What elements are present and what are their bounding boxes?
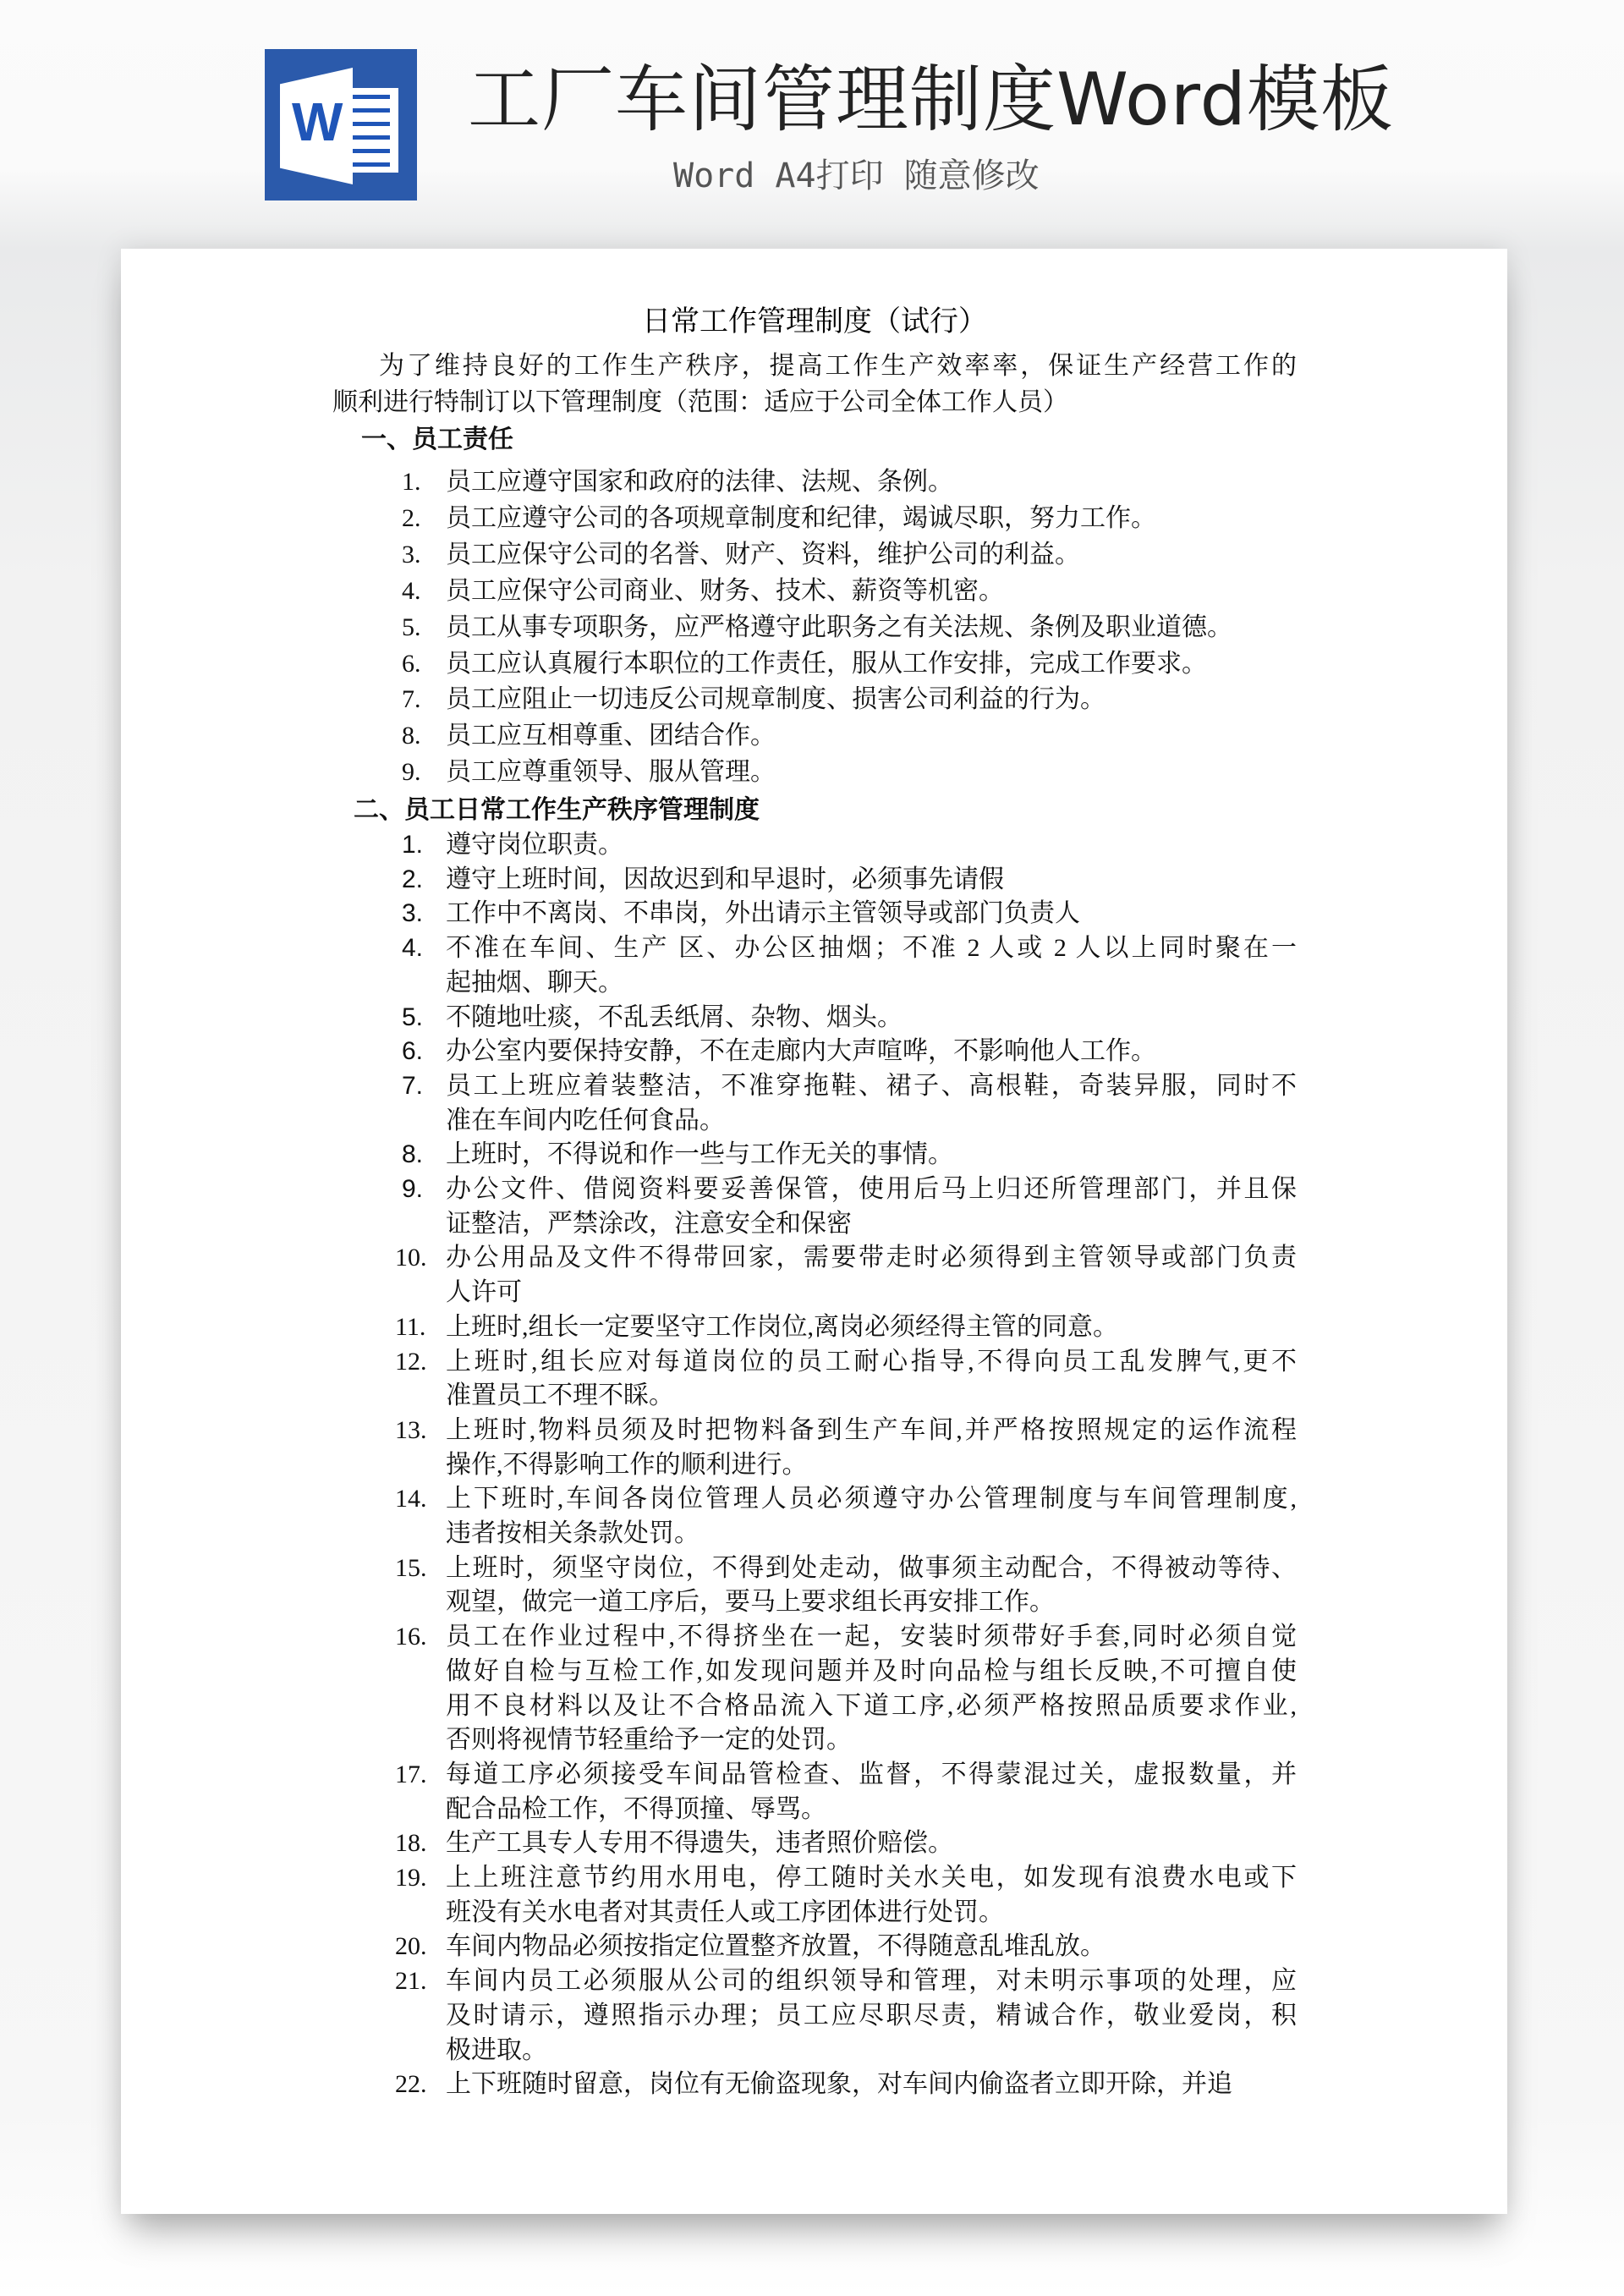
list-item-number: 2. xyxy=(402,865,424,893)
list-item-text: 班没有关水电者对其责任人或工序团体进行处罚。 xyxy=(446,1898,1004,1926)
word-icon-letter: W xyxy=(292,91,343,152)
list-item-text: 上下班随时留意，岗位有无偷盗现象，对车间内偷盗者立即开除，并追 xyxy=(446,2070,1232,2099)
list-item-text: 员工应保守公司商业、财务、技术、薪资等机密。 xyxy=(446,576,1004,605)
list-item-number: 4. xyxy=(402,576,421,605)
list-item-text: 观望，做完一道工序后，要马上要求组长再安排工作。 xyxy=(446,1588,1055,1617)
list-item-text: 员工应遵守国家和政府的法律、法规、条例。 xyxy=(446,468,953,496)
list-item-text: 人许可 xyxy=(446,1278,522,1307)
list-item-number: 9. xyxy=(402,1175,424,1203)
list-item-text: 上班时,组长一定要坚守工作岗位,离岗必须经得主管的同意。 xyxy=(446,1312,1118,1341)
list-item-text: 操作,不得影响工作的顺利进行。 xyxy=(446,1450,808,1479)
banner-title: 工厂车间管理制度Word模板 xyxy=(468,58,1395,142)
list-item-text: 上下班时,车间各岗位管理人员必须遵守办公管理制度与车间管理制度, xyxy=(446,1485,1297,1513)
list-item-number: 6. xyxy=(402,649,421,678)
list-item-text: 遵守岗位职责。 xyxy=(446,831,623,859)
list-item-number: 19. xyxy=(395,1864,427,1892)
list-item-text: 办公用品及文件不得带回家，需要带走时必须得到主管领导或部门负责 xyxy=(446,1244,1297,1272)
list-item-text: 员工上班应着装整洁，不准穿拖鞋、裙子、高根鞋，奇装异服，同时不 xyxy=(446,1071,1297,1100)
list-item-text: 上班时,组长应对每道岗位的员工耐心指导,不得向员工乱发脾气,更不 xyxy=(446,1347,1297,1376)
list-item-number: 18. xyxy=(395,1829,427,1858)
intro-line: 为了维持良好的工作生产秩序，提高工作生产效率率，保证生产经营工作的 xyxy=(379,352,1297,380)
list-item-text: 遵守上班时间，因故迟到和早退时，必须事先请假 xyxy=(446,865,1004,893)
list-item-number: 3. xyxy=(402,899,424,928)
list-item-text: 车间内物品必须按指定位置整齐放置，不得随意乱堆乱放。 xyxy=(446,1932,1106,1961)
list-item-number: 14. xyxy=(395,1485,427,1513)
list-item-text: 工作中不离岗、不串岗，外出请示主管领导或部门负责人 xyxy=(446,899,1080,928)
list-item-text: 生产工具专人专用不得遗失，违者照价赔偿。 xyxy=(446,1829,953,1858)
list-item-text: 上班时,物料员须及时把物料备到生产车间,并严格按照规定的运作流程 xyxy=(446,1415,1297,1444)
list-item-text: 配合品检工作，不得顶撞、辱骂。 xyxy=(446,1794,826,1823)
list-item-text: 不准在车间、生产 区、办公区抽烟；不准 2 人或 2 人以上同时聚在一 xyxy=(446,934,1297,963)
list-item-number: 6. xyxy=(402,1037,424,1066)
list-item-text: 不随地吐痰，不乱丢纸屑、杂物、烟头。 xyxy=(446,1002,903,1031)
list-item-text: 起抽烟、聊天。 xyxy=(446,968,623,997)
list-item-text: 员工在作业过程中,不得挤坐在一起，安装时须带好手套,同时必须自觉 xyxy=(446,1623,1297,1651)
list-item-text: 员工应尊重领导、服从管理。 xyxy=(446,758,776,787)
list-item-text: 员工应互相尊重、团结合作。 xyxy=(446,722,776,750)
list-item-number: 2. xyxy=(402,503,421,532)
list-item-number: 12. xyxy=(395,1347,427,1376)
list-item-number: 11. xyxy=(395,1312,426,1341)
list-item-text: 办公文件、借阅资料要妥善保管，使用后马上归还所管理部门，并且保 xyxy=(446,1175,1297,1203)
list-item-text: 证整洁，严禁涂改，注意安全和保密 xyxy=(446,1209,852,1238)
list-item-text: 员工应保守公司的名誉、财产、资料，维护公司的利益。 xyxy=(446,540,1080,569)
list-item-number: 21. xyxy=(395,1967,427,1996)
intro-line: 顺利进行特制订以下管理制度（范围：适应于公司全体工作人员） xyxy=(332,388,1068,416)
list-item-text: 办公室内要保持安静，不在走廊内大声喧哗，不影响他人工作。 xyxy=(446,1037,1156,1066)
list-item-number: 8. xyxy=(402,1140,424,1169)
word-icon-sheet xyxy=(353,88,398,173)
list-item-number: 7. xyxy=(402,685,421,714)
document-page xyxy=(121,249,1507,2214)
list-item-text: 上班时，不得说和作一些与工作无关的事情。 xyxy=(446,1140,953,1169)
list-item-text: 极进取。 xyxy=(446,2035,547,2064)
section-heading: 二、员工日常工作生产秩序管理制度 xyxy=(354,796,760,824)
list-item-text: 违者按相关条款处罚。 xyxy=(446,1519,700,1547)
word-document-icon xyxy=(265,49,417,200)
list-item-number: 17. xyxy=(395,1760,427,1788)
list-item-number: 13. xyxy=(395,1415,427,1444)
list-item-number: 9. xyxy=(402,758,421,787)
page-header xyxy=(0,0,1624,249)
list-item-text: 做好自检与互检工作,如发现问题并及时向品检与组长反映,不可擅自使 xyxy=(446,1656,1297,1685)
list-item-number: 20. xyxy=(395,1932,427,1961)
list-item-number: 10. xyxy=(395,1244,427,1272)
list-item-text: 准在车间内吃任何食品。 xyxy=(446,1106,725,1134)
list-item-text: 准置员工不理不睬。 xyxy=(446,1381,674,1410)
banner-subtitle: Word A4打印 随意修改 xyxy=(673,157,1040,195)
section-heading: 一、员工责任 xyxy=(361,426,513,453)
list-item-number: 7. xyxy=(402,1071,424,1100)
list-item-text: 上上班注意节约用水用电，停工随时关水关电，如发现有浪费水电或下 xyxy=(446,1864,1297,1892)
list-item-text: 员工从事专项职务，应严格遵守此职务之有关法规、条例及职业道德。 xyxy=(446,612,1232,641)
list-item-number: 5. xyxy=(402,612,421,641)
list-item-number: 3. xyxy=(402,540,421,569)
list-item-text: 员工应阻止一切违反公司规章制度、损害公司利益的行为。 xyxy=(446,685,1106,714)
list-item-number: 8. xyxy=(402,722,421,750)
list-item-text: 员工应认真履行本职位的工作责任，服从工作安排，完成工作要求。 xyxy=(446,649,1207,678)
list-item-number: 4. xyxy=(402,934,424,963)
list-item-text: 及时请示，遵照指示办理；员工应尽职尽责，精诚合作，敬业爱岗，积 xyxy=(446,2001,1297,2030)
list-item-text: 否则将视情节轻重给予一定的处罚。 xyxy=(446,1726,852,1755)
list-item-text: 每道工序必须接受车间品管检查、监督，不得蒙混过关，虚报数量，并 xyxy=(446,1760,1297,1788)
list-item-text: 用不良材料以及让不合格品流入下道工序,必须严格按照品质要求作业, xyxy=(446,1691,1297,1720)
list-item-text: 车间内员工必须服从公司的组织领导和管理，对未明示事项的处理，应 xyxy=(446,1967,1297,1996)
list-item-text: 上班时，须坚守岗位，不得到处走动，做事须主动配合，不得被动等待、 xyxy=(446,1553,1297,1582)
list-item-number: 5. xyxy=(402,1002,424,1031)
list-item-number: 1. xyxy=(402,468,421,496)
list-item-number: 22. xyxy=(395,2070,427,2099)
list-item-text: 员工应遵守公司的各项规章制度和纪律，竭诚尽职，努力工作。 xyxy=(446,503,1156,532)
list-item-number: 16. xyxy=(395,1623,427,1651)
list-item-number: 1. xyxy=(402,831,424,859)
document-title: 日常工作管理制度（试行） xyxy=(642,305,987,338)
list-item-number: 15. xyxy=(395,1553,427,1582)
